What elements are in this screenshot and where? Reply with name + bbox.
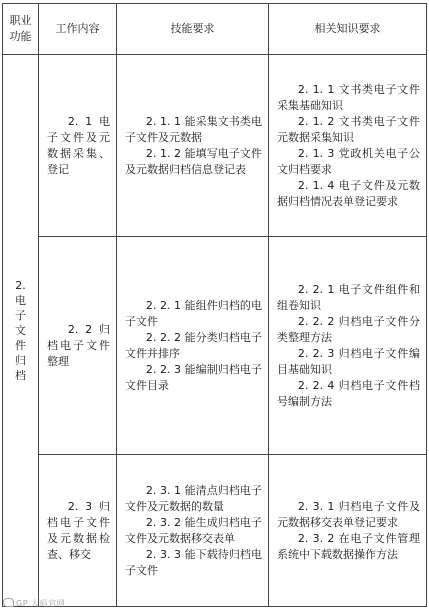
header-row xyxy=(3,4,427,55)
skill-cell xyxy=(117,455,269,607)
work-content-cell xyxy=(39,237,117,455)
skill-item: 2. 2. 2 能分类归档电子文件并排序 xyxy=(125,330,262,360)
header-work-content: 工作内容 xyxy=(39,4,117,55)
knowledge-cell xyxy=(269,455,427,607)
knowledge-cell xyxy=(269,55,427,237)
knowledge-cell xyxy=(269,237,427,455)
skill-item: 2. 3. 1 能清点归档电子文件及元数据的数量 xyxy=(125,483,262,513)
header-knowledge-requirements: 相关知识要求 xyxy=(269,4,427,55)
skill-item: 2. 2. 3 能编制归档电子文件目录 xyxy=(125,362,262,392)
knowledge-item: 2. 1. 4 电子文件及元数据归档情况表单登记要求 xyxy=(277,178,420,208)
knowledge-item: 2. 2. 1 电子文件组件和组卷知识 xyxy=(277,282,420,312)
skill-item: 2. 1. 1 能采集文书类电子文件及元数据 xyxy=(125,114,262,144)
work-content-cell xyxy=(39,455,117,607)
skill-cell xyxy=(117,55,269,237)
function-cell xyxy=(3,55,39,607)
knowledge-item: 2. 1. 1 文书类电子文件采集基础知识 xyxy=(277,82,420,112)
knowledge-item: 2. 1. 2 文书类电子文件元数据采集知识 xyxy=(277,114,420,144)
knowledge-item: 2. 2. 2 归档电子文件分类整理方法 xyxy=(277,314,420,344)
header-function: 职业功能 xyxy=(3,4,39,55)
knowledge-item: 2. 1. 3 党政机关电子公文归档要求 xyxy=(277,146,420,176)
knowledge-item: 2. 3. 2 在电子文件管理系统中下载数据操作方法 xyxy=(277,531,420,561)
skill-item: 2. 3. 2 能生成归档电子文件及元数据移交表单 xyxy=(125,515,262,545)
knowledge-item: 2. 2. 4 归档电子文件档号编制方法 xyxy=(277,378,420,408)
table-row xyxy=(3,237,427,455)
table-row xyxy=(3,455,427,607)
work-content-text: 2. 3 归档电子文件及元数据检查、移交 xyxy=(47,499,110,561)
watermark xyxy=(3,598,65,609)
work-content-cell xyxy=(39,55,117,237)
skill-item: 2. 3. 3 能下载待归档电子文件 xyxy=(125,547,262,577)
knowledge-item: 2. 2. 3 归档电子文件编目基础知识 xyxy=(277,346,420,376)
skill-item: 2. 1. 2 能填写电子文件及元数据归档信息登记表 xyxy=(125,146,262,176)
watermark-text: GP 人码官网 xyxy=(16,599,66,608)
header-skill-requirements: 技能要求 xyxy=(117,4,269,55)
work-content-text: 2. 2 归档电子文件整理 xyxy=(47,322,110,368)
watermark-logo-icon xyxy=(3,598,14,607)
skill-item: 2. 2. 1 能组件归档的电子文件 xyxy=(125,298,262,328)
work-content-text: 2. 1 电子文件及元数据采集、登记 xyxy=(47,114,110,176)
table-row xyxy=(3,55,427,237)
function-label: 2. 电子文件归档 xyxy=(15,278,26,382)
skill-cell xyxy=(117,237,269,455)
knowledge-item: 2. 3. 1 归档电子文件及元数据移交表单登记要求 xyxy=(277,499,420,529)
skills-requirement-table xyxy=(2,3,427,607)
